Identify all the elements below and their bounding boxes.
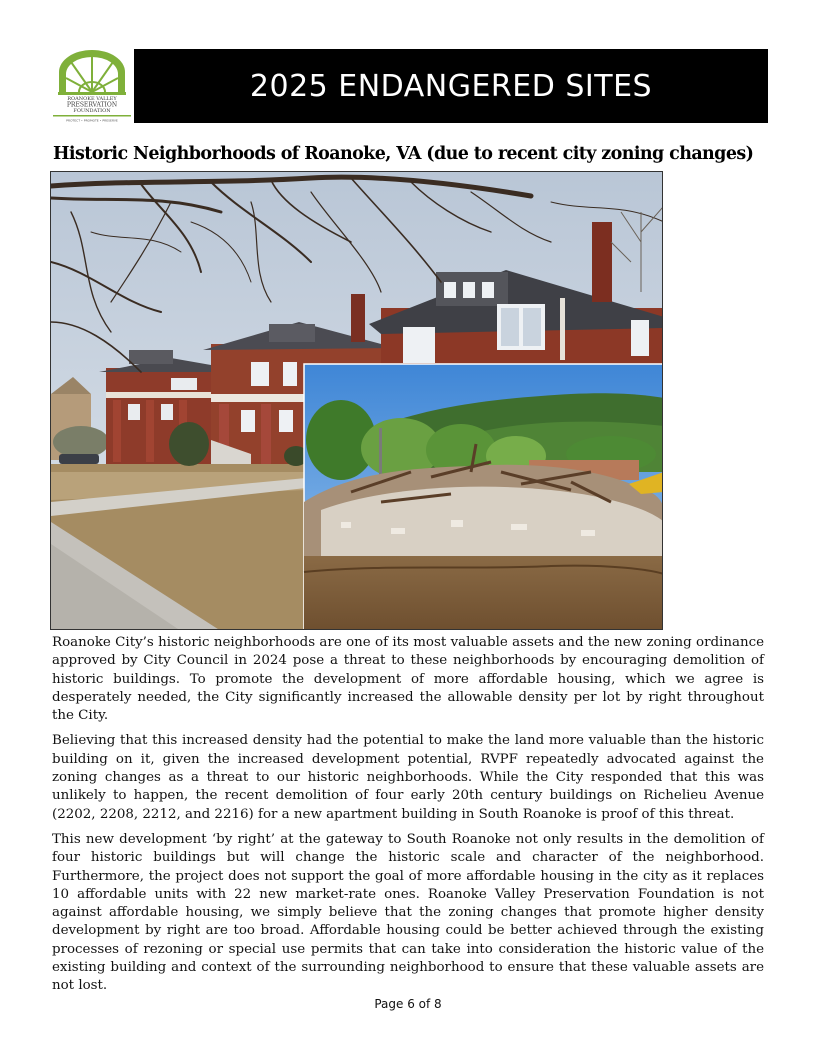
photo-collage (50, 171, 663, 630)
logo-line2: PRESERVATION (66, 101, 118, 109)
page-number: Page 6 of 8 (374, 997, 442, 1011)
paragraph-1: Roanoke City’s historic neighborhoods are one of its most valuable assets and the new zoning ordinance approved by City Council in 2024 pose a threat to these neighborhoods by encouraging demolition of historic buildings. To promote the development of more affordable housing, which we agree is desperately needed, the City significantly increased the allowable density per lot by right throughout the City. (52, 635, 764, 724)
rvpf-logo (52, 48, 132, 124)
logo-line1: ROANOKE VALLEY (67, 96, 117, 102)
article-body (52, 634, 764, 1003)
logo-line3: FOUNDATION (73, 108, 111, 114)
section-heading: Historic Neighborhoods of Roanoke, VA (due to recent city zoning changes) (53, 144, 754, 164)
fanlight-window-logo-icon (52, 48, 132, 124)
demolition-rubble-photo (304, 364, 663, 630)
paragraph-3: This new development ‘by right’ at the gateway to South Roanoke not only results in the demolition of four historic buildings but will change the historic scale and character of the neighborhood. Furthermore, the project does not support the goal of more affordable housing in the city as it replaces 10 affordable units with 22 new market-rate ones. Roanoke Valley Preservation Foundation is not against affordable housing, we simply believe that the zoning changes that promote higher density development by right are too broad. Affordable housing could be better achieved through the existing processes of rezoning or special use permits that can take into consideration the historic value of the existing building and context of the surrounding neighborhood to ensure that these valuable assets are not lost. (52, 831, 764, 994)
banner-title: 2025 ENDANGERED SITES (249, 68, 653, 104)
paragraph-2: Believing that this increased density had the potential to make the land more valuable than the historic building on it, given the increased development potential, RVPF repeatedly advocated against the zoning changes as a threat to our historic neighborhoods. While the City responded that this was unlikely to happen, the recent demolition of four early 20th century buildings on Richelieu Avenue (2202, 2208, 2212, and 2216) for a new apartment building in South Roanoke is proof of this threat. (52, 733, 764, 822)
title-banner (134, 49, 768, 123)
logo-tagline: PROTECT • PROMOTE • PRESERVE (66, 118, 118, 123)
